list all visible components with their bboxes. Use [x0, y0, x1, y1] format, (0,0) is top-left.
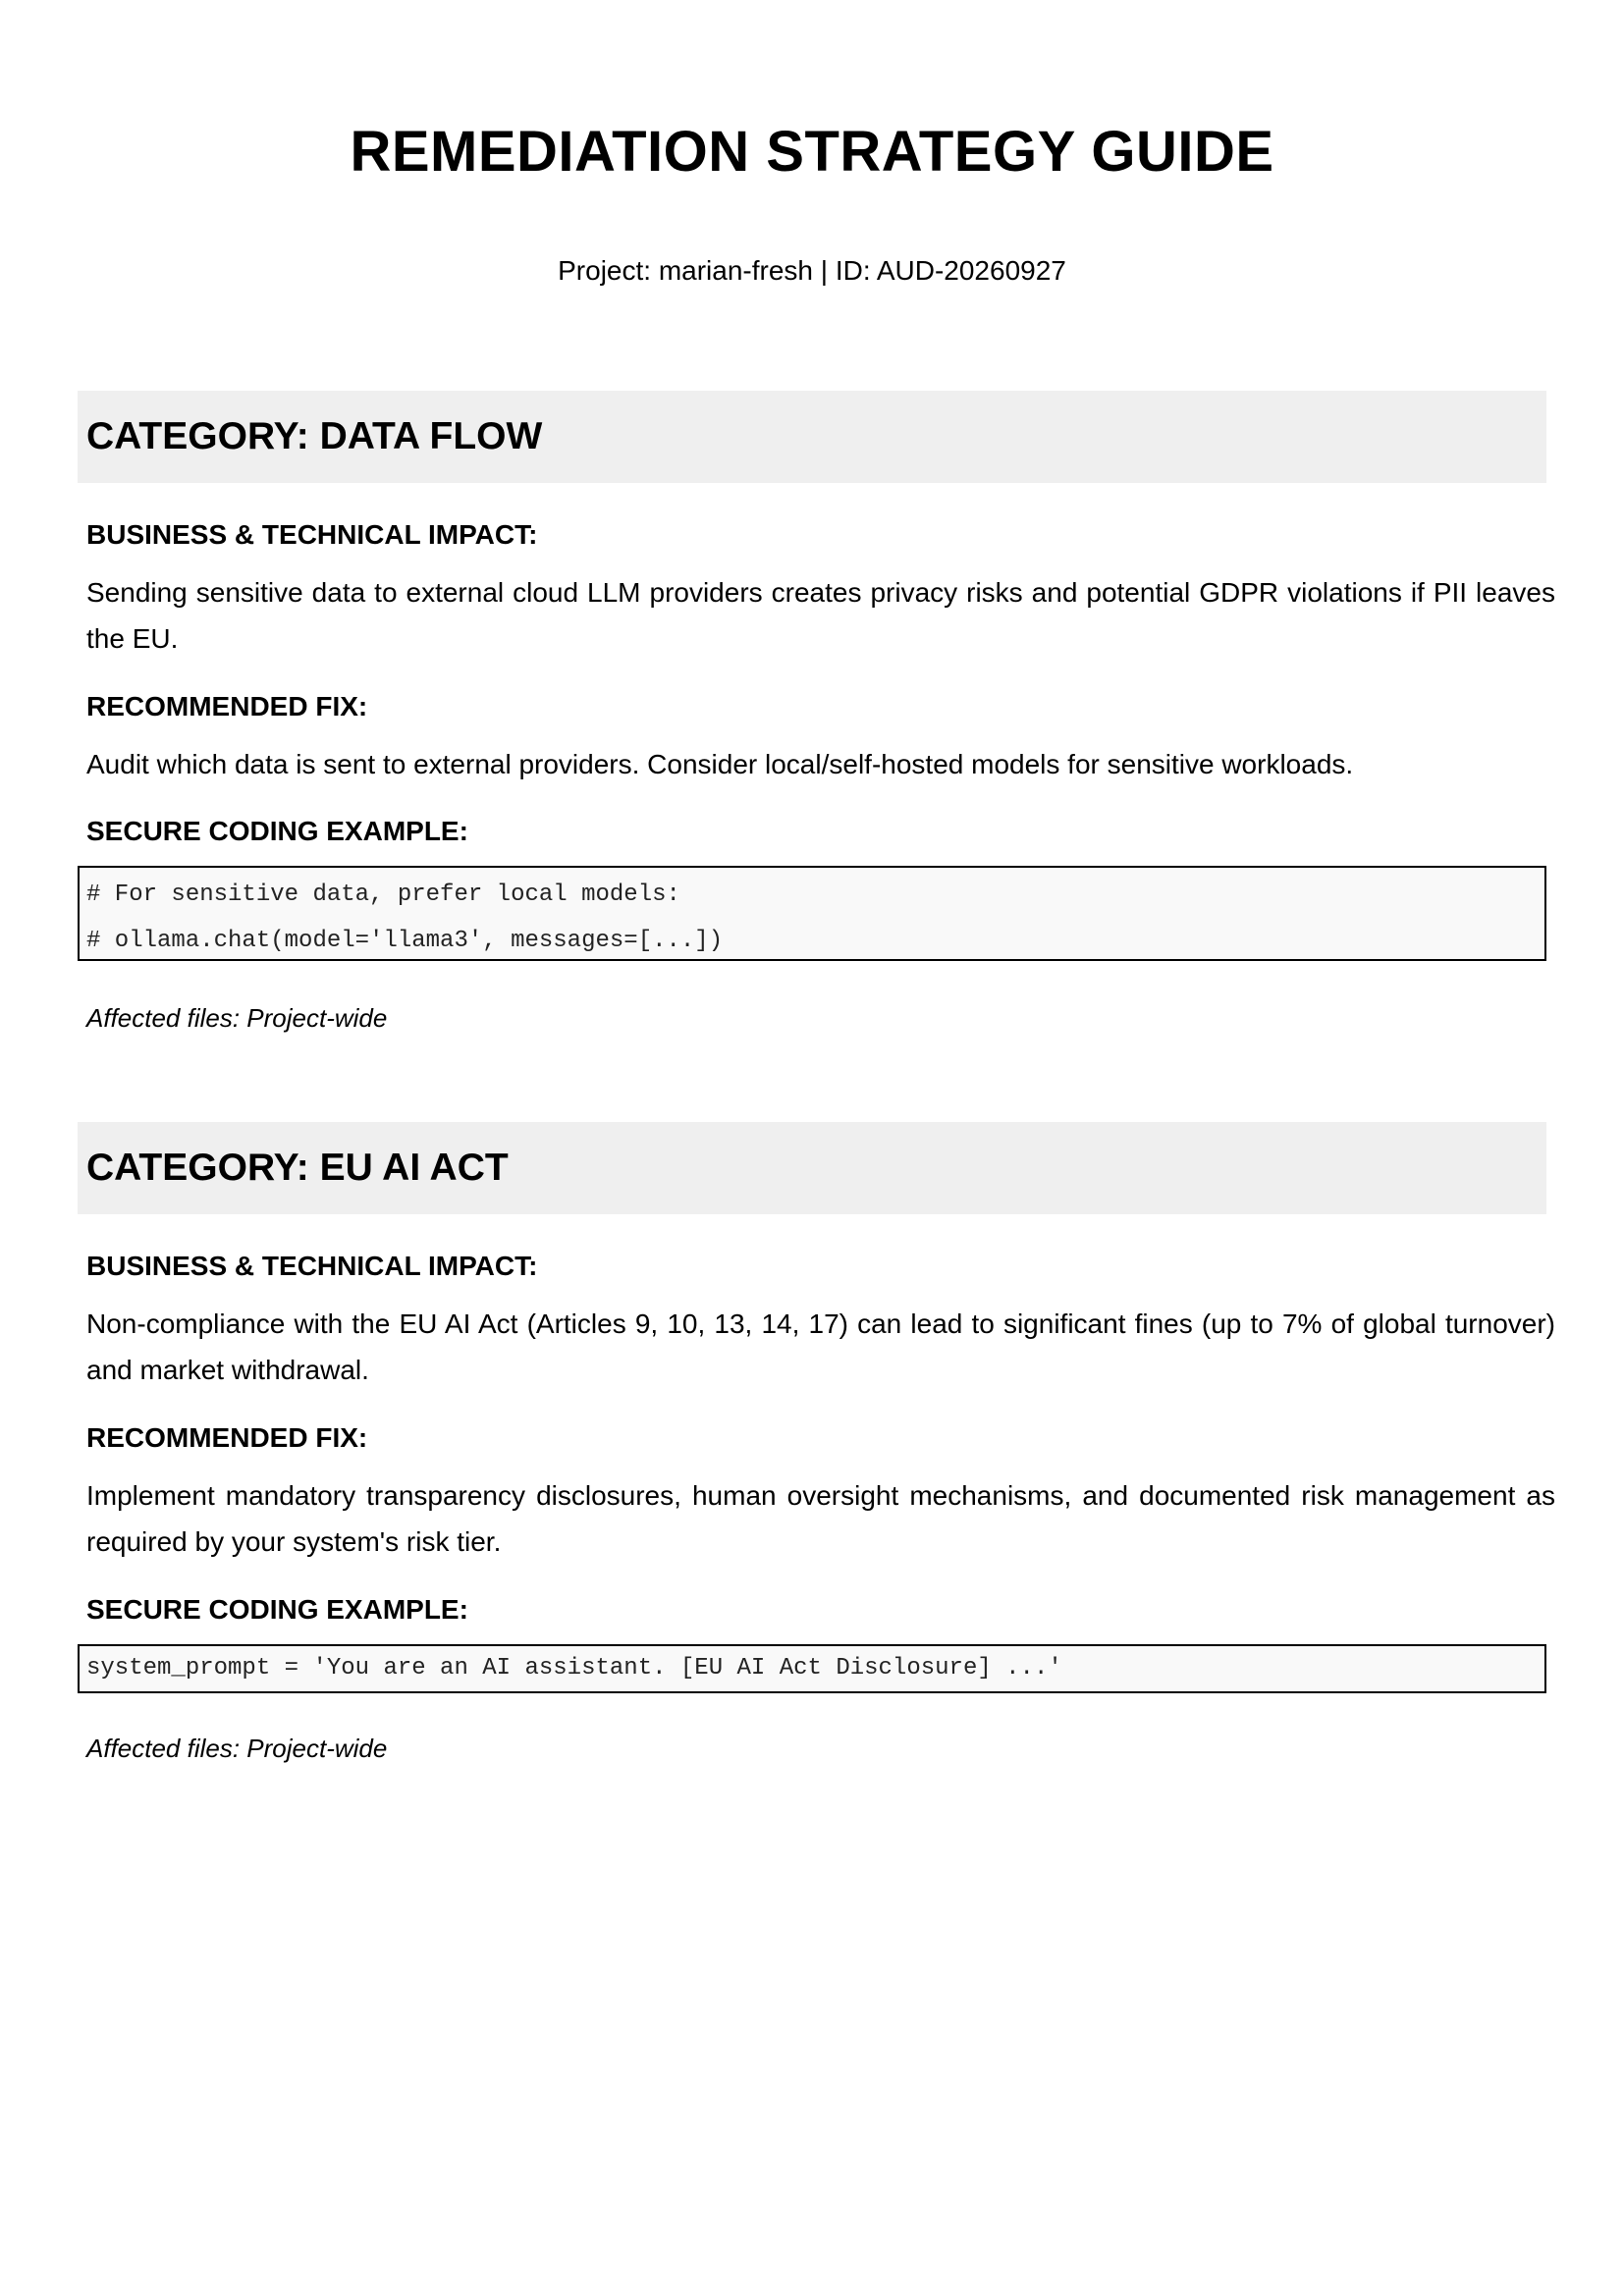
impact-text: Sending sensitive data to external cloud LLM providers creates privacy risks and potential GDPR violations if PII leaves the EU.	[86, 577, 1555, 654]
code-line: system_prompt = 'You are an AI assistant. [EU AI Act Disclosure] ...'	[86, 1655, 1062, 1682]
fix-text: Audit which data is sent to external providers. Consider local/self-hosted models for sensitive workloads.	[86, 749, 1354, 779]
fix-text: Implement mandatory transparency disclosures, human oversight mechanisms, and documented risk management as required by your system's risk tier.	[86, 1480, 1555, 1557]
impact-label: BUSINESS & TECHNICAL IMPACT:	[86, 519, 538, 550]
affected-files: Affected files: Project-wide	[86, 1734, 388, 1763]
document-subtitle: Project: marian-fresh | ID: AUD-20260927	[558, 255, 1066, 286]
example-label: SECURE CODING EXAMPLE:	[86, 816, 468, 846]
impact-text: Non-compliance with the EU AI Act (Articles 9, 10, 13, 14, 17) can lead to significant fines (up to 7% of global turnover) and market withdrawal.	[86, 1308, 1555, 1385]
impact-label: BUSINESS & TECHNICAL IMPACT:	[86, 1251, 538, 1281]
code-line: # For sensitive data, prefer local models:	[86, 881, 680, 908]
section-header	[78, 391, 1546, 483]
code-block	[78, 866, 1546, 961]
document-title: REMEDIATION STRATEGY GUIDE	[350, 120, 1274, 184]
example-label: SECURE CODING EXAMPLE:	[86, 1594, 468, 1625]
section-eu-ai-act	[78, 1122, 1555, 1780]
code-line: # ollama.chat(model='llama3', messages=[...])	[86, 928, 724, 954]
code-block	[78, 1644, 1546, 1693]
section-header	[78, 1122, 1546, 1214]
section-data-flow	[78, 391, 1555, 1048]
section-heading: CATEGORY: DATA FLOW	[86, 415, 543, 457]
affected-files: Affected files: Project-wide	[86, 1003, 388, 1033]
fix-label: RECOMMENDED FIX:	[86, 1422, 368, 1453]
section-heading: CATEGORY: EU AI ACT	[86, 1147, 509, 1189]
fix-label: RECOMMENDED FIX:	[86, 691, 368, 721]
